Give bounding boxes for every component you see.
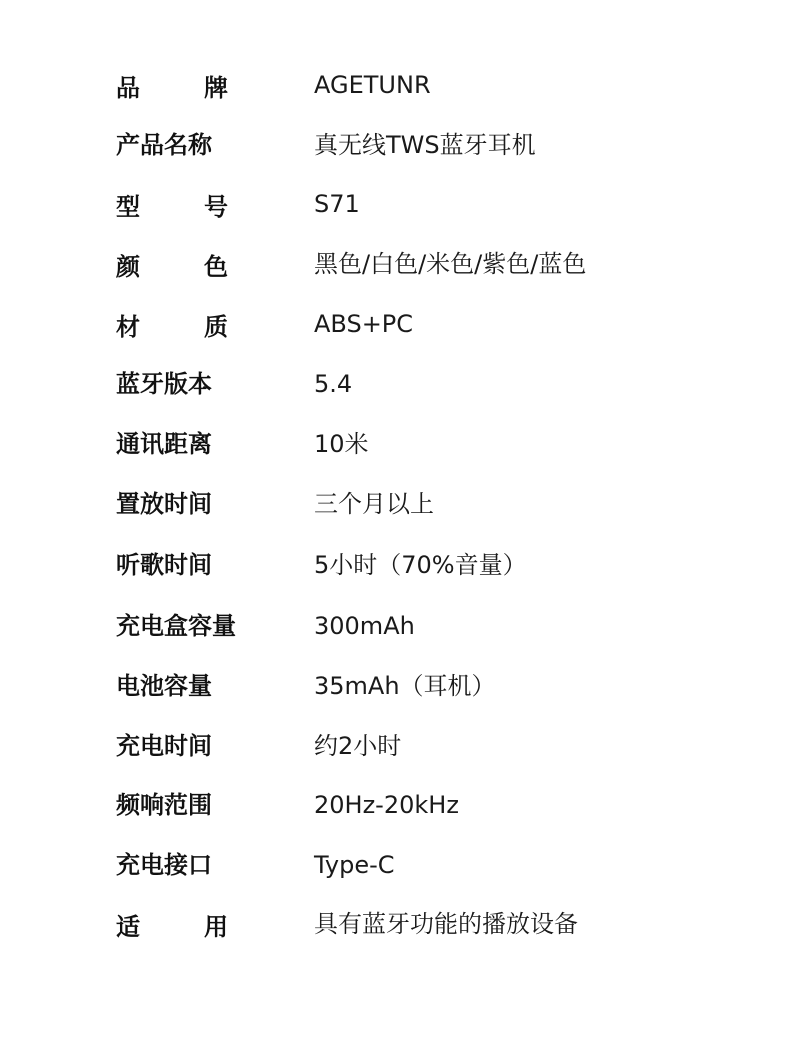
spec-value-brand: AGETUNR (314, 71, 431, 99)
spec-row-model (0, 174, 790, 234)
spec-value-material: ABS+PC (314, 310, 414, 338)
spec-label-char: 用 (204, 912, 228, 941)
spec-label-char: 质 (204, 312, 228, 341)
spec-label-music-time: 听歌时间 (116, 551, 212, 579)
spec-row-charging-time (0, 716, 790, 776)
spec-label-material (116, 294, 228, 354)
spec-row-color (0, 234, 790, 294)
spec-label-char: 号 (204, 192, 228, 221)
spec-row-case-capacity (0, 596, 790, 656)
spec-value-compatibility: 具有蓝牙功能的播放设备 (314, 910, 578, 938)
spec-label-product-name: 产品名称 (116, 131, 212, 159)
spec-row-music-time (0, 535, 790, 595)
spec-label-model (116, 174, 228, 234)
spec-value-product-name: 真无线TWS蓝牙耳机 (314, 131, 536, 159)
spec-label-char: 适 (116, 912, 140, 941)
spec-value-standby-time: 三个月以上 (314, 490, 434, 518)
spec-value-music-time: 5小时（70%音量） (314, 551, 527, 579)
spec-value-charging-time: 约2小时 (314, 732, 402, 760)
spec-label-battery-capacity: 电池容量 (116, 672, 212, 700)
spec-value-range: 10米 (314, 430, 369, 458)
spec-label-range: 通讯距离 (116, 430, 212, 458)
spec-row-material (0, 294, 790, 354)
spec-label-color (116, 234, 228, 294)
spec-value-color: 黑色/白色/米色/紫色/蓝色 (314, 250, 587, 278)
spec-label-case-capacity: 充电盒容量 (116, 612, 236, 640)
spec-label-char: 材 (116, 312, 140, 341)
spec-value-case-capacity: 300mAh (314, 612, 415, 640)
spec-label-char: 牌 (204, 73, 228, 102)
spec-row-range (0, 414, 790, 474)
spec-row-standby-time (0, 474, 790, 534)
spec-row-compatibility (0, 894, 790, 954)
spec-label-char: 色 (204, 252, 228, 281)
spec-row-frequency-response (0, 775, 790, 835)
spec-value-frequency-response: 20Hz-20kHz (314, 791, 459, 819)
spec-label-brand (116, 55, 228, 115)
spec-label-char: 颜 (116, 252, 140, 281)
spec-label-charging-time: 充电时间 (116, 732, 212, 760)
spec-value-bluetooth-version: 5.4 (314, 370, 353, 398)
spec-label-frequency-response: 频响范围 (116, 791, 212, 819)
spec-label-char: 型 (116, 192, 140, 221)
spec-value-battery-capacity: 35mAh（耳机） (314, 672, 496, 700)
spec-label-char: 品 (116, 73, 140, 102)
spec-row-brand (0, 55, 790, 115)
spec-row-product-name (0, 115, 790, 175)
spec-row-bluetooth-version (0, 354, 790, 414)
spec-label-compatibility (116, 894, 228, 954)
spec-label-charging-port: 充电接口 (116, 851, 212, 879)
spec-label-bluetooth-version: 蓝牙版本 (116, 370, 212, 398)
spec-value-model: S71 (314, 190, 360, 218)
spec-label-standby-time: 置放时间 (116, 490, 212, 518)
spec-value-charging-port: Type-C (314, 851, 395, 879)
spec-row-battery-capacity (0, 656, 790, 716)
spec-row-charging-port (0, 835, 790, 895)
